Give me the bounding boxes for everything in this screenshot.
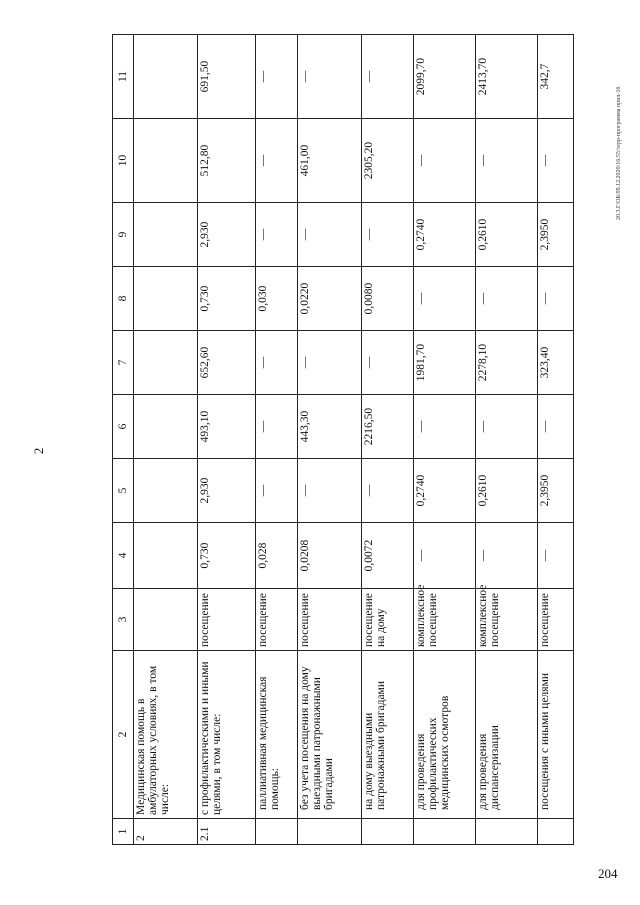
header-cell: 3 (113, 589, 134, 651)
value-cell (134, 35, 198, 119)
value-cell: 0,0072 (362, 523, 414, 589)
value-cell: 0,2740 (414, 459, 476, 523)
value-cell: — (414, 267, 476, 331)
value-cell: 2099,70 (414, 35, 476, 119)
row-name: посещения с иными целями (538, 651, 574, 819)
unit-cell: комплексное посещение (414, 589, 476, 651)
row-index: 2 (134, 819, 198, 845)
value-cell (134, 203, 198, 267)
value-cell: 2413,70 (476, 35, 538, 119)
value-cell: — (298, 331, 362, 395)
tariff-table (112, 34, 574, 845)
unit-cell: посещение (256, 589, 298, 651)
value-cell: 2305,20 (362, 119, 414, 203)
value-cell: — (538, 395, 574, 459)
page-number: 204 (598, 866, 618, 881)
row-name: без учета посещения на дому выездными патронажными бригадами (298, 651, 362, 819)
table-row (134, 35, 198, 845)
value-cell: 443,30 (298, 395, 362, 459)
value-cell: 2,930 (198, 203, 256, 267)
value-cell: 512,80 (198, 119, 256, 203)
row-index (298, 819, 362, 845)
value-cell: 2,3950 (538, 459, 574, 523)
row-name: Медицинская помощь в амбулаторных условиях, в том числе: (134, 651, 198, 819)
row-index (476, 819, 538, 845)
value-cell (134, 459, 198, 523)
value-cell: 2,3950 (538, 203, 574, 267)
value-cell: — (256, 119, 298, 203)
header-cell: 10 (113, 119, 134, 203)
value-cell: — (476, 395, 538, 459)
value-cell: — (476, 523, 538, 589)
value-cell: 2216,50 (362, 395, 414, 459)
unit-cell: посещение на дому (362, 589, 414, 651)
document-stamp: 20.3.Г/ОБ/09.12.2020/16:55/терр-программа прил-16 (616, 86, 622, 220)
value-cell: — (538, 267, 574, 331)
unit-cell: посещение (198, 589, 256, 651)
table-row (414, 35, 476, 845)
value-cell: — (298, 459, 362, 523)
value-cell: 0,0208 (298, 523, 362, 589)
value-cell (134, 395, 198, 459)
value-cell: 0,028 (256, 523, 298, 589)
value-cell: — (476, 119, 538, 203)
value-cell: 0,730 (198, 523, 256, 589)
value-cell: 691,50 (198, 35, 256, 119)
unit-cell (134, 589, 198, 651)
unit-cell: посещение (538, 589, 574, 651)
table-row (198, 35, 256, 845)
unit-cell: посещение (298, 589, 362, 651)
value-cell: 461,00 (298, 119, 362, 203)
row-name: паллиативная медицинская помощь: (256, 651, 298, 819)
value-cell: 323,40 (538, 331, 574, 395)
header-cell: 2 (113, 651, 134, 819)
value-cell: — (538, 119, 574, 203)
header-row (113, 35, 134, 845)
header-cell: 7 (113, 331, 134, 395)
value-cell: 0,730 (198, 267, 256, 331)
row-name: на дому выездными патронажными бригадами (362, 651, 414, 819)
unit-cell: комплексное посещение (476, 589, 538, 651)
table-row (362, 35, 414, 845)
value-cell: — (298, 35, 362, 119)
value-cell: 652,60 (198, 331, 256, 395)
value-cell: — (362, 35, 414, 119)
row-index (256, 819, 298, 845)
value-cell: — (476, 267, 538, 331)
value-cell (134, 523, 198, 589)
header-cell: 9 (113, 203, 134, 267)
value-cell: — (362, 331, 414, 395)
value-cell: — (414, 523, 476, 589)
row-index: 2.1 (198, 819, 256, 845)
value-cell: 2278,10 (476, 331, 538, 395)
value-cell (134, 119, 198, 203)
table-row (476, 35, 538, 845)
header-cell: 4 (113, 523, 134, 589)
row-name: для проведения диспансеризации (476, 651, 538, 819)
value-cell: 1981,70 (414, 331, 476, 395)
value-cell: — (298, 203, 362, 267)
header-cell: 8 (113, 267, 134, 331)
value-cell (134, 331, 198, 395)
value-cell: 0,030 (256, 267, 298, 331)
row-name: с профилактическими и иными целями, в том числе: (198, 651, 256, 819)
value-cell: 342,7 (538, 35, 574, 119)
value-cell: — (256, 331, 298, 395)
value-cell: — (256, 459, 298, 523)
value-cell: 0,0220 (298, 267, 362, 331)
value-cell: — (362, 203, 414, 267)
table-row (298, 35, 362, 845)
rotated-table-container (112, 35, 552, 845)
row-index (362, 819, 414, 845)
header-cell: 11 (113, 35, 134, 119)
value-cell: — (256, 203, 298, 267)
value-cell: 0,2740 (414, 203, 476, 267)
row-index (538, 819, 574, 845)
table-row (538, 35, 574, 845)
row-index (414, 819, 476, 845)
value-cell: — (414, 119, 476, 203)
header-cell: 6 (113, 395, 134, 459)
value-cell: — (538, 523, 574, 589)
value-cell: 2,930 (198, 459, 256, 523)
value-cell: — (256, 395, 298, 459)
value-cell: 0,0080 (362, 267, 414, 331)
value-cell: 0,2610 (476, 459, 538, 523)
header-cell: 5 (113, 459, 134, 523)
value-cell: — (414, 395, 476, 459)
value-cell: 493,10 (198, 395, 256, 459)
rotated-page-number: 2 (31, 447, 46, 455)
value-cell: — (362, 459, 414, 523)
row-name: для проведения профилактических медицинских осмотров (414, 651, 476, 819)
header-cell: 1 (113, 819, 134, 845)
value-cell: 0,2610 (476, 203, 538, 267)
value-cell (134, 267, 198, 331)
value-cell: — (256, 35, 298, 119)
table-row (256, 35, 298, 845)
